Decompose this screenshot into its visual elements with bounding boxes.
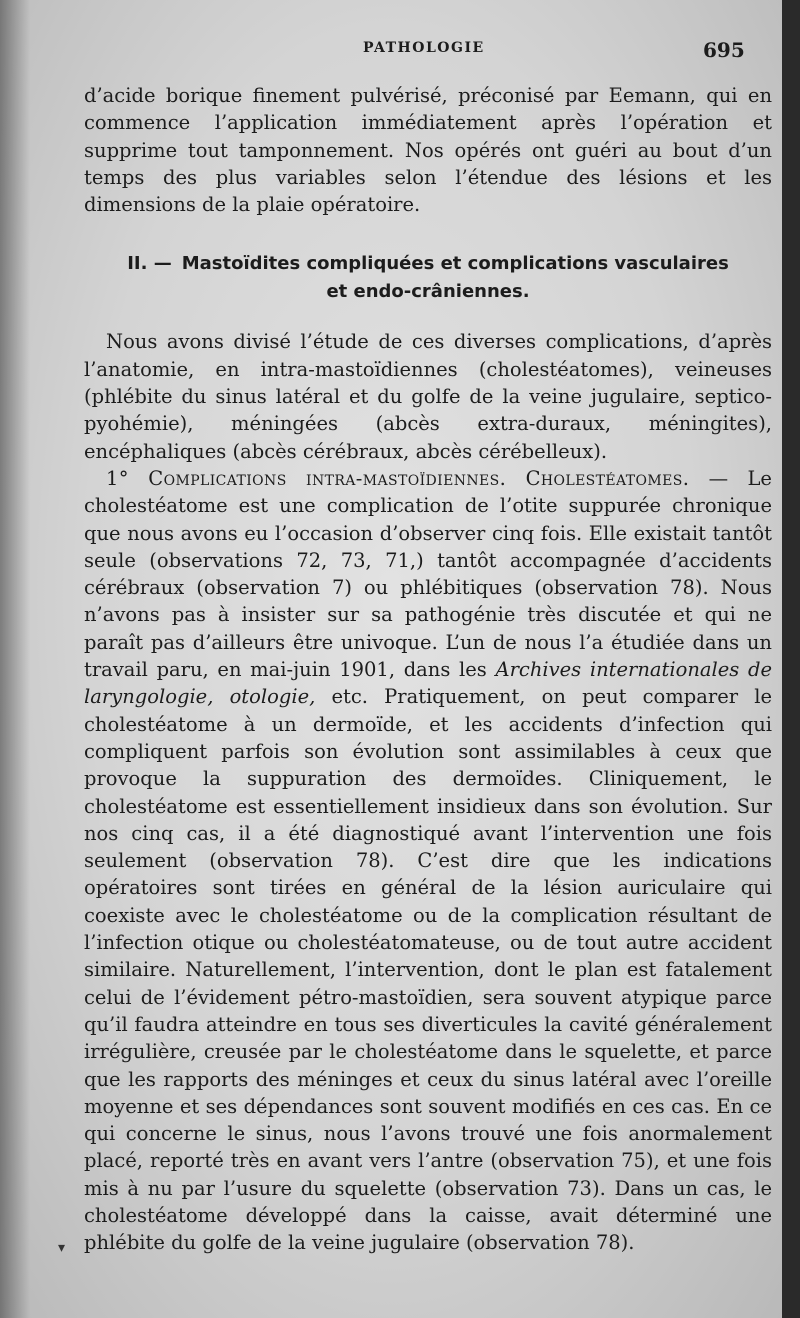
body-text	[84, 82, 772, 1257]
paragraph-2: Nous avons divisé l’étude de ces diverses complications, d’après l’anatomie, en intra-mastoïdiennes (cholestéatomes), veineuses (phlébite du sinus latéral et du golfe de la veine jugulaire, septico-pyohémie), méningées (abcès extra-duraux, méningites), encéphaliques (abcès cérébraux, abcès cérébelleux).	[84, 330, 772, 463]
section-numeral: II. —	[127, 253, 172, 275]
paragraph-3-text-b: etc. Pratiquement, on peut comparer le cholestéatome à un dermoïde, et les accidents d’infection qui compliquent parfois son évolution sont assimilables à ceux que provoque la suppuration des dermoïdes. Cliniquement, le cholestéatome est essentiellement insidieux dans son évolution. Sur nos cinq cas, il a été diagnostiqué avant l’intervention une fois seulement (observation 78). C’est dire que les indications opératoires sont tirées en général de la lésion auriculaire qui coexiste avec le cholestéatome ou de la complication résultant de l’infection otique ou cholestéatomateuse, ou de tout autre accident similaire. Naturellement, l’intervention, dont le plan est fatalement celui de l’évidement pétro-mastoïdien, sera souvent atypique parce qu’il faudra atteindre en tous ses diverticules la cavité généralement irrégulière, creusée par le cholestéatome dans le squelette, et parce que les rapports des méninges et ceux du sinus latéral avec l’oreille moyenne et ses dépendances sont souvent modifiés en ces cas. En ce qui concerne le sinus, nous l’avons trouvé une fois anormalement placé, reporté très en avant vers l’antre (observation 75), et une fois mis à nu par l’usure du squelette (observation 73). Dans un cas, le cholestéatome développé dans la caisse, avait déterminé une phlébite du golfe de la veine jugulaire (observation 78).	[84, 685, 772, 1255]
running-title: PATHOLOGIE	[363, 40, 485, 56]
section-heading-line-1	[84, 250, 772, 278]
section-title-line-1: Mastoïdites compliquées et complications vasculaires	[181, 253, 729, 275]
paragraph-3-text-a: Le cholestéatome est une complication de l’otite suppurée chronique que nous avons eu l’occasion d’observer cinq fois. Elle existait tantôt seule (observations 72, 73, 71,) tantôt accompagnée d’accidents cérébraux (observation 7) ou phlébitiques (observation 78). Nous n’avons pas à insister sur sa pathogénie très discutée et qui ne paraît pas d’ailleurs être univoque. L’un de nous l’a étudiée dans un travail paru, en mai-juin 1901, dans les	[84, 466, 772, 682]
journal-title: Archives internationales de laryngologie, otologie,	[84, 658, 772, 709]
binding-shadow	[0, 0, 30, 1318]
page-header	[0, 38, 782, 68]
section-heading	[84, 250, 772, 306]
paragraph-3	[84, 465, 772, 1257]
subsection-heading: 1° Complications intra-mastoïdiennes. Cholestéatomes. —	[106, 466, 729, 490]
paragraph-1: d’acide borique finement pulvérisé, préconisé par Eemann, qui en commence l’application immédiatement après l’opération et supprime tout tamponnement. Nos opérés ont guéri au bout d’un temps des plus variables selon l’étendue des lésions et les dimensions de la plaie opératoire.	[84, 84, 772, 217]
section-title-line-2: et endo-crâniennes.	[326, 281, 530, 303]
page-number: 695	[703, 38, 745, 62]
ink-speck: ▾	[58, 1240, 66, 1256]
